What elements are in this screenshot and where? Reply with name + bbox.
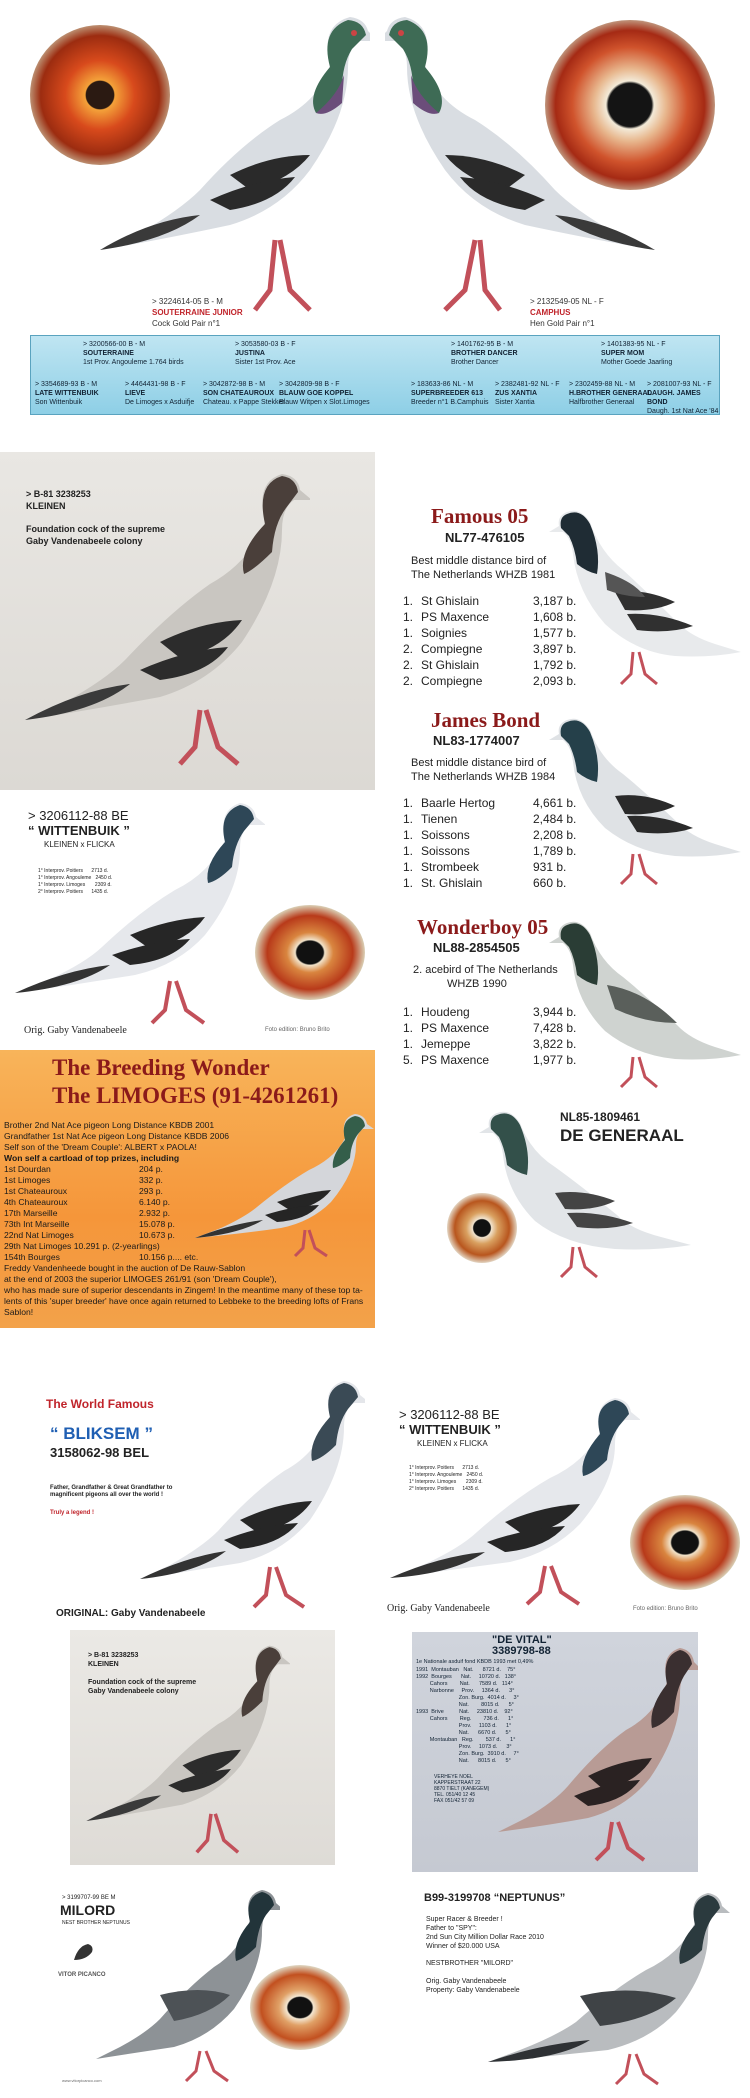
wittenbuik2-result-3: 2° Interprov. Poitiers 1435 d. xyxy=(409,1486,479,1492)
neptunus-panel xyxy=(420,1880,740,2090)
pedigree-r2-7 xyxy=(647,380,719,416)
row-place: PS Maxence xyxy=(421,1021,490,1035)
ped-note: Mother Goede Jaarling xyxy=(601,359,673,366)
devital-owner-1: KAPPERSTRAAT 22 xyxy=(434,1780,481,1786)
ped-name: JUSTINA xyxy=(235,350,265,357)
devital-row-5: Nat. 8015 d. 5° xyxy=(416,1702,514,1708)
jamesbond-sub1: Best middle distance bird of xyxy=(411,757,547,769)
milord-footer: www.vitorpicanco.com xyxy=(62,2078,102,2083)
row-pos: 1. xyxy=(403,860,414,874)
limoges-prize-8 xyxy=(4,1252,199,1263)
ped-name: SOUTERRAINE xyxy=(83,350,134,357)
pigeon-neptunus xyxy=(480,1888,730,2088)
row-place: Soissons xyxy=(421,844,470,858)
devital-row-6: 1993 Brive Nat. 23810 d. 92° xyxy=(416,1709,513,1715)
famous-title: Famous 05 xyxy=(431,504,529,528)
limoges-story-2: who has made sure of superior descendants in Zingem! In the meantime many of these top ta- xyxy=(4,1285,363,1295)
prize-race: 4th Chateauroux xyxy=(4,1197,68,1207)
pigeon-milord xyxy=(90,1885,280,2085)
row-value: 7,428 b. xyxy=(533,1021,577,1035)
devital-owner-0: VERHEYE NOEL xyxy=(434,1774,473,1780)
devital-row-10: Montauban Reg. 537 d. 1° xyxy=(416,1737,516,1743)
wittenbuik2-eye xyxy=(630,1495,740,1590)
pedigree-r1-0 xyxy=(83,340,184,367)
neptunus-prop: Property: Gaby Vandenabeele xyxy=(426,1987,520,1994)
neptunus-line-3: Winner of $20.000 USA xyxy=(426,1943,500,1950)
wittenbuik-panel-2 xyxy=(375,1385,750,1625)
kleinen-line1: Foundation cock of the supreme xyxy=(26,524,166,534)
pigeon-wittenbuik-2 xyxy=(375,1390,640,1610)
wittenbuik1-ring: > 3206112-88 BE xyxy=(28,808,129,823)
row-value: 4,661 b. xyxy=(533,796,577,810)
ped-name: DAUGH. JAMES BOND xyxy=(647,390,701,406)
right-bird-ring: > 2132549-05 NL - F xyxy=(530,297,604,306)
kleinen-photo-panel xyxy=(0,452,375,790)
limoges-line-2: Self son of the 'Dream Couple': ALBERT x PAOLA! xyxy=(4,1142,197,1152)
pedigree-r1-3 xyxy=(601,340,672,367)
famous-05-panel xyxy=(375,490,750,700)
row-place: Soignies xyxy=(421,626,468,640)
limoges-prize-4 xyxy=(4,1208,171,1219)
row-place: St Ghislain xyxy=(421,594,480,608)
right-bird-name: CAMPHUS xyxy=(530,308,571,317)
ped-note: Breeder n°1 B.Camphuis xyxy=(411,399,489,406)
kleinen2-line1: Foundation cock of the supreme xyxy=(88,1679,197,1686)
ped-note: De Limoges x Asduifje xyxy=(125,399,195,406)
wonderboy-sub1: 2. acebird of The Netherlands xyxy=(413,964,558,976)
limoges-prize-2 xyxy=(4,1186,163,1197)
row-place: Strombeek xyxy=(421,860,480,874)
devital-intro: 1e Nationale asduif fond KBDB 1993 met 0,49% xyxy=(416,1659,534,1665)
wonderboy-sub2: WHZB 1990 xyxy=(447,978,507,990)
row-pos: 1. xyxy=(403,1021,414,1035)
wonderboy-ring: NL88-2854505 xyxy=(433,940,520,955)
limoges-story-1: at the end of 2003 the superior LIMOGES 261/91 (son 'Dream Couple'), xyxy=(4,1274,277,1284)
devital-row-7: Cahors Reg. 736 d. 1° xyxy=(416,1716,514,1722)
row-value: 2,484 b. xyxy=(533,812,577,826)
limoges-prize-3 xyxy=(4,1197,171,1208)
limoges-prize-6 xyxy=(4,1230,175,1241)
wittenbuik2-credit-left: Orig. Gaby Vandenabeele xyxy=(387,1603,490,1614)
neptunus-line-1: Father to "SPY": xyxy=(426,1925,477,1932)
prize-value: 332 p. xyxy=(139,1175,163,1185)
generaal-name: DE GENERAAL xyxy=(560,1126,684,1145)
devital-owner-2: 8870 TIELT (KANEGEM) xyxy=(434,1786,490,1792)
row-pos: 1. xyxy=(403,812,414,826)
prize-value: 10.673 p. xyxy=(139,1230,175,1240)
row-place: St. Ghislain xyxy=(421,876,483,890)
row-pos: 1. xyxy=(403,1005,414,1019)
row-value: 3,897 b. xyxy=(533,642,577,656)
milord-ring: > 3199707-99 BE M xyxy=(62,1895,116,1901)
limoges-prize-1 xyxy=(4,1175,163,1186)
wittenbuik2-result-2: 1° Interprov. Limoges 2309 d. xyxy=(409,1479,483,1485)
prize-value: 204 p. xyxy=(139,1164,163,1174)
bliksem-desc1: Father, Grandfather & Great Grandfather to xyxy=(50,1485,173,1491)
row-place: Baarle Hertog xyxy=(421,796,496,810)
limoges-story-3: lents of this 'super breeder' have once again returned to Lebbeke to the breeding lofts of Frans xyxy=(4,1296,364,1306)
pigeon-famous-05 xyxy=(545,502,745,692)
pedigree-r2-4 xyxy=(411,380,489,407)
caption-left-bird xyxy=(152,296,243,329)
wonderboy-panel xyxy=(375,905,750,1095)
milord-sub: NEST BROTHER NEPTUNUS xyxy=(62,1920,130,1926)
neptunus-line-0: Super Racer & Breeder ! xyxy=(426,1916,503,1923)
pigeon-camphus xyxy=(385,5,675,330)
row-pos: 1. xyxy=(403,626,414,640)
ped-ring: > 4464431-98 B - F xyxy=(125,381,186,388)
bliksem-panel xyxy=(40,1370,360,1630)
row-pos: 1. xyxy=(403,1037,414,1051)
prize-race: 1st Chateauroux xyxy=(4,1186,68,1196)
limoges-line-3: Won self a cartload of top prizes, including xyxy=(4,1153,180,1163)
prize-race: 73th Int Marseille xyxy=(4,1219,70,1229)
pedigree-r2-1 xyxy=(125,380,194,407)
pedigree-bar xyxy=(30,335,720,415)
kleinen2-line2: Gaby Vandenabeele colony xyxy=(88,1688,179,1695)
pigeon-souterraine-junior xyxy=(80,5,370,330)
ped-ring: > 2302459-88 NL - M xyxy=(569,381,636,388)
row-value: 660 b. xyxy=(533,876,567,890)
row-place: PS Maxence xyxy=(421,610,490,624)
pedigree-r1-1 xyxy=(235,340,296,367)
wittenbuik-panel-1 xyxy=(0,790,375,1048)
kleinen-photo-panel-2 xyxy=(70,1630,335,1865)
wittenbuik1-credit-left: Orig. Gaby Vandenabeele xyxy=(24,1025,127,1036)
devital-row-11: Prov. 1073 d. 3° xyxy=(416,1744,512,1750)
devital-row-0: 1991 Montauban Nat. 8721 d. 75° xyxy=(416,1667,516,1673)
ped-name: BLAUW GOE KOPPEL xyxy=(279,390,354,397)
ped-name: SON CHATEAUROUX xyxy=(203,390,275,397)
limoges-title2: The LIMOGES (91-4261261) xyxy=(52,1083,339,1108)
kleinen-name: KLEINEN xyxy=(26,501,66,511)
devital-ring: 3389798-88 xyxy=(492,1645,551,1657)
bliksem-header: The World Famous xyxy=(46,1397,154,1411)
ped-name: BROTHER DANCER xyxy=(451,350,518,357)
generaal-panel xyxy=(375,1098,750,1288)
row-place: Jemeppe xyxy=(421,1037,471,1051)
wittenbuik1-parents: KLEINEN x FLICKA xyxy=(44,840,115,849)
devital-row-12: Zon. Burg. 3910 d. 7° xyxy=(416,1751,519,1757)
wittenbuik1-result-3: 2° Interprov. Poitiers 1435 d. xyxy=(38,889,108,895)
jamesbond-ring: NL83-1774007 xyxy=(433,733,520,748)
limoges-line-1: Grandfather 1st Nat Ace pigeon Long Distance KBDB 2006 xyxy=(4,1131,230,1141)
ped-name: LATE WITTENBUIK xyxy=(35,390,99,397)
prize-race: 22nd Nat Limoges xyxy=(4,1230,74,1240)
pedigree-r2-2 xyxy=(203,380,285,407)
row-place: Tienen xyxy=(421,812,458,826)
ped-name: SUPERBREEDER 613 xyxy=(411,390,483,397)
prize-value: 6.140 p. xyxy=(139,1197,171,1207)
row-value: 1,577 b. xyxy=(533,626,577,640)
bliksem-desc2: magnificent pigeons all over the world ! xyxy=(50,1492,164,1498)
prize-race: 154th Bourges xyxy=(4,1252,60,1262)
row-value: 2,093 b. xyxy=(533,674,577,688)
row-value: 1,608 b. xyxy=(533,610,577,624)
ped-ring: > 3200566-00 B - M xyxy=(83,341,146,348)
ped-ring: > 2081007-93 NL - F xyxy=(647,381,712,388)
wittenbuik2-ring: > 3206112-88 BE xyxy=(399,1407,500,1422)
wittenbuik2-result-1: 1° Interprov. Angouleme 2450 d. xyxy=(409,1472,484,1478)
wittenbuik1-credit-right: Foto edition: Bruno Brito xyxy=(265,1027,330,1033)
ped-ring: > 1401762-95 B - M xyxy=(451,341,514,348)
bliksem-legend: Truly a legend ! xyxy=(50,1510,95,1516)
prize-value: 293 p. xyxy=(139,1186,163,1196)
prize-value: 15.078 p. xyxy=(139,1219,175,1229)
bliksem-ring: 3158062-98 BEL xyxy=(50,1445,150,1460)
ped-ring: > 3053580-03 B - F xyxy=(235,341,296,348)
wittenbuik2-result-0: 1° Interprov. Poitiers 2713 d. xyxy=(409,1465,479,1471)
pedigree-r2-0 xyxy=(35,380,99,407)
devital-row-2: Cahors Nat. 7589 d. 114° xyxy=(416,1681,513,1687)
james-bond-panel xyxy=(375,700,750,900)
pigeon-de-vital xyxy=(492,1642,698,1867)
pigeon-james-bond xyxy=(545,710,745,890)
devital-name: "DE VITAL" xyxy=(492,1634,552,1646)
devital-row-13: Nat. 8015 d. 5° xyxy=(416,1758,511,1764)
ped-name: H.BROTHER GENERAAL xyxy=(569,390,652,397)
pedigree-r1-2 xyxy=(451,340,518,367)
row-value: 3,944 b. xyxy=(533,1005,577,1019)
devital-row-9: Nat. 6670 d. 5° xyxy=(416,1730,511,1736)
ped-ring: > 3042872-98 B - M xyxy=(203,381,266,388)
kleinen2-ring: > B-81 3238253 xyxy=(88,1652,139,1659)
limoges-story-4: Sablon! xyxy=(4,1307,34,1317)
row-pos: 1. xyxy=(403,844,414,858)
row-value: 1,792 b. xyxy=(533,658,577,672)
limoges-line-0: Brother 2nd Nat Ace pigeon Long Distance KBDB 2001 xyxy=(4,1120,215,1130)
ped-note: 1st Prov. Angouleme 1.764 birds xyxy=(83,359,184,366)
ped-ring: > 2382481-92 NL - F xyxy=(495,381,560,388)
milord-brand: VITOR PICANCO xyxy=(58,1972,106,1978)
kleinen2-name: KLEINEN xyxy=(88,1661,119,1668)
ped-note: Brother Dancer xyxy=(451,359,499,366)
row-pos: 5. xyxy=(403,1053,414,1067)
neptunus-nest: NESTBROTHER "MILORD" xyxy=(426,1960,514,1967)
wonderboy-title: Wonderboy 05 xyxy=(417,915,549,939)
kleinen-ring: > B-81 3238253 xyxy=(26,489,91,499)
limoges-panel xyxy=(0,1050,375,1328)
row-pos: 2. xyxy=(403,658,414,672)
row-value: 1,977 b. xyxy=(533,1053,577,1067)
milord-eye xyxy=(250,1965,350,2050)
pigeon-wonderboy xyxy=(545,913,745,1093)
famous-sub1: Best middle distance bird of xyxy=(411,555,547,567)
neptunus-orig: Orig. Gaby Vandenabeele xyxy=(426,1978,507,1985)
limoges-prize-5 xyxy=(4,1219,175,1230)
row-value: 3,187 b. xyxy=(533,594,577,608)
pedigree-r2-3 xyxy=(279,380,370,407)
left-bird-name: SOUTERRAINE JUNIOR xyxy=(152,308,243,317)
limoges-story-0: Freddy Vandenheede bought in the auction of De Rauw-Sablon xyxy=(4,1263,246,1273)
ped-name: SUPER MOM xyxy=(601,350,645,357)
wittenbuik2-parents: KLEINEN x FLICKA xyxy=(417,1439,488,1448)
wittenbuik1-result-1: 1° Interprov. Angouleme 2450 d. xyxy=(38,875,113,881)
milord-name: MILORD xyxy=(60,1902,116,1918)
devital-owner-4: FAX 051/42 57 09 xyxy=(434,1798,475,1804)
row-place: Houdeng xyxy=(421,1005,470,1019)
wittenbuik2-name: “ WITTENBUIK ” xyxy=(399,1422,501,1437)
row-value: 2,208 b. xyxy=(533,828,577,842)
row-pos: 1. xyxy=(403,796,414,810)
ped-ring: > 3354689-93 B - M xyxy=(35,381,98,388)
row-pos: 1. xyxy=(403,828,414,842)
ped-note: Blauw Witpen x Slot.Limoges xyxy=(279,399,370,406)
bliksem-credit: ORIGINAL: Gaby Vandenabeele xyxy=(56,1608,206,1619)
ped-note: Son Wittenbuik xyxy=(35,399,83,406)
pigeon-generaal xyxy=(475,1103,695,1283)
neptunus-title: B99-3199708 “NEPTUNUS” xyxy=(424,1892,566,1904)
devital-row-4: Zon. Burg. 4014 d. 3° xyxy=(416,1695,519,1701)
prize-value: 2.932 p. xyxy=(139,1208,171,1218)
famous-ring: NL77-476105 xyxy=(445,530,525,545)
devital-owner-3: TEL. 051/40 12 45 xyxy=(434,1792,476,1798)
jamesbond-title: James Bond xyxy=(431,708,541,732)
row-pos: 2. xyxy=(403,642,414,656)
row-pos: 1. xyxy=(403,876,414,890)
ped-ring: > 183633-86 NL - M xyxy=(411,381,474,388)
row-pos: 2. xyxy=(403,674,414,688)
famous-sub2: The Netherlands WHZB 1981 xyxy=(411,569,556,581)
pigeon-kleinen-2 xyxy=(75,1630,290,1858)
right-bird-note: Hen Gold Pair n°1 xyxy=(530,319,595,328)
generaal-ring: NL85-1809461 xyxy=(560,1110,641,1124)
jamesbond-sub2: The Netherlands WHZB 1984 xyxy=(411,771,556,783)
row-value: 1,789 b. xyxy=(533,844,577,858)
prize-race: 29th Nat Limoges 10.291 p. (2-yearlings) xyxy=(4,1241,160,1251)
row-place: Compiegne xyxy=(421,674,483,688)
row-place: Soissons xyxy=(421,828,470,842)
row-pos: 1. xyxy=(403,610,414,624)
ped-note: Halfbrother Generaal xyxy=(569,399,635,406)
limoges-prize-0 xyxy=(4,1164,163,1175)
row-value: 931 b. xyxy=(533,860,567,874)
ped-note: Chateau. x Pappe Stekker xyxy=(203,399,285,406)
left-bird-note: Cock Gold Pair n°1 xyxy=(152,319,221,328)
neptunus-line-2: 2nd Sun City Million Dollar Race 2010 xyxy=(426,1934,544,1941)
prize-value: 10.156 p.... etc. xyxy=(139,1252,199,1262)
left-bird-ring: > 3224614-05 B - M xyxy=(152,297,223,306)
ped-name: LIEVE xyxy=(125,390,146,397)
limoges-prize-7 xyxy=(4,1241,160,1252)
pigeon-bliksem xyxy=(130,1375,365,1615)
pedigree-r2-5 xyxy=(495,380,560,407)
ped-ring: > 3042809-98 B - F xyxy=(279,381,340,388)
pedigree-r2-6 xyxy=(569,380,652,407)
wittenbuik1-name: “ WITTENBUIK ” xyxy=(28,823,130,838)
wittenbuik1-result-2: 1° Interprov. Limoges 2309 d. xyxy=(38,882,112,888)
de-vital-panel xyxy=(412,1632,698,1872)
row-place: St Ghislain xyxy=(421,658,480,672)
kleinen-line2: Gaby Vandenabeele colony xyxy=(26,536,143,546)
devital-row-1: 1992 Bourges Nat. 10720 d. 138° xyxy=(416,1674,517,1680)
ped-ring: > 1401383-95 NL - F xyxy=(601,341,666,348)
row-pos: 1. xyxy=(403,594,414,608)
prize-race: 17th Marseille xyxy=(4,1208,58,1218)
pigeon-limoges xyxy=(185,1110,375,1260)
bliksem-name: “ BLIKSEM ” xyxy=(50,1424,153,1443)
milord-panel xyxy=(40,1880,360,2090)
ped-note: Sister Xantia xyxy=(495,399,535,406)
ped-note: Daugh. 1st Nat Ace '84 xyxy=(647,408,719,415)
row-place: Compiegne xyxy=(421,642,483,656)
limoges-title1: The Breeding Wonder xyxy=(52,1055,270,1080)
ped-note: Sister 1st Prov. Ace xyxy=(235,359,296,366)
wittenbuik2-credit-right: Foto edition: Bruno Brito xyxy=(633,1606,698,1612)
wittenbuik1-result-0: 1° Interprov. Poitiers 2713 d. xyxy=(38,868,108,874)
wittenbuik1-eye xyxy=(255,905,365,1000)
pigeon-kleinen xyxy=(10,452,310,772)
devital-row-8: Prov. 1103 d. 1° xyxy=(416,1723,512,1729)
caption-right-bird xyxy=(530,296,604,329)
ped-name: ZUS XANTIA xyxy=(495,390,537,397)
prize-race: 1st Dourdan xyxy=(4,1164,51,1174)
pigeon-wittenbuik-1 xyxy=(0,795,265,1030)
devital-row-3: Narbonne Prov. 1364 d. 3° xyxy=(416,1688,515,1694)
top-banner xyxy=(0,0,750,415)
row-place: PS Maxence xyxy=(421,1053,490,1067)
row-value: 3,822 b. xyxy=(533,1037,577,1051)
prize-race: 1st Limoges xyxy=(4,1175,51,1185)
